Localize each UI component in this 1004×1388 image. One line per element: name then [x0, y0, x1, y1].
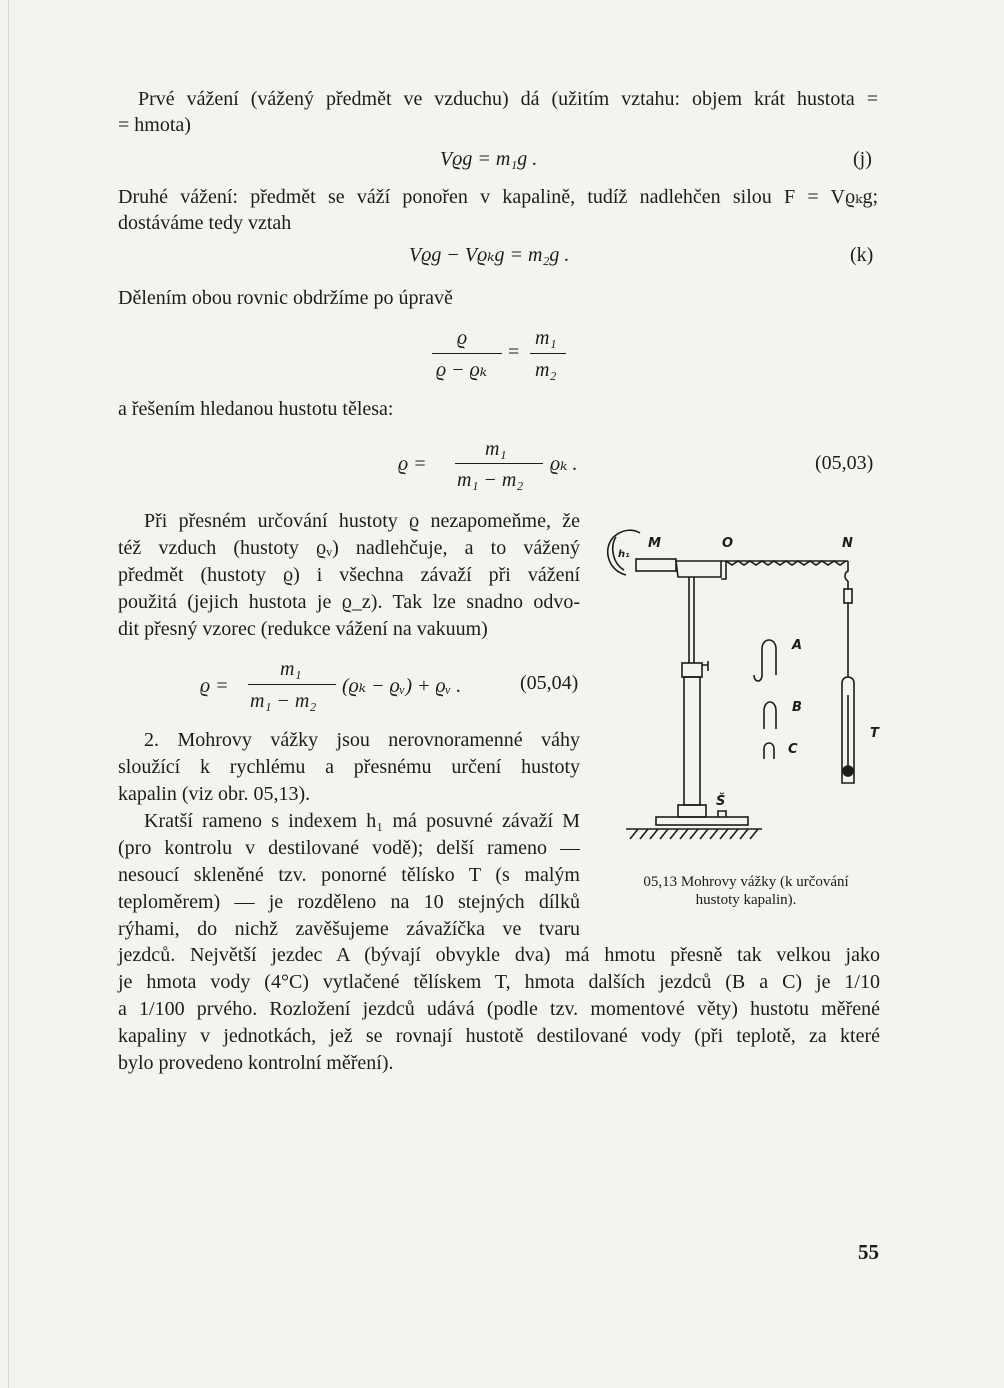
rider-a-foot	[754, 675, 762, 681]
figure-caption-line-1: 05,13 Mohrovy vážky (k určování	[643, 874, 849, 890]
paragraph-3: Dělením obou rovnic obdržíme po úpravě	[118, 287, 453, 309]
end-hook	[845, 561, 848, 581]
stand-foot-block	[678, 805, 706, 817]
ratio-lhs-numerator: ϱ	[457, 327, 468, 349]
clamp-screw	[702, 661, 708, 671]
paragraph-7-line-4: teploměrem) — je rozděleno na 10 stejných dílků	[118, 891, 580, 913]
paragraph-6-line-2: sloužící k rychlému a přesnému určení hustoty	[118, 756, 580, 778]
figure-label-s: Š	[716, 794, 726, 809]
stand-base	[656, 817, 748, 825]
ratio-rhs-numerator: m₁	[535, 327, 557, 349]
rider-c	[764, 743, 774, 759]
ratio-lhs-denominator: ϱ − ϱₖ	[436, 359, 488, 381]
eq0503-denominator: m₁ − m₂	[457, 469, 524, 491]
ratio-equals: =	[508, 341, 520, 363]
eq0504-tail: (ϱₖ − ϱᵥ) + ϱᵥ .	[342, 675, 462, 697]
paragraph-5-line-1: Při přesném určování hustoty ϱ nezapomeňme, že	[144, 510, 580, 532]
equation-k-label: (k)	[850, 244, 874, 266]
equation-j: Vϱg = m₁g .	[440, 148, 538, 170]
ratio-rhs-fraction-bar	[530, 353, 566, 354]
figure-label-m: M	[648, 536, 661, 551]
paragraph-2-line-1: Druhé vážení: předmět se váží ponořen v kapalině, tudíž nadlehčen silou F = Vϱₖg;	[118, 186, 878, 208]
wire-link	[844, 589, 852, 603]
paragraph-7-wide-line-4: kapaliny v jednotkách, jež se rovnají hustotě destilované vody (při teplotě, za které	[118, 1025, 880, 1047]
equation-k: Vϱg − Vϱₖg = m₂g .	[409, 244, 570, 266]
ground-hatching	[630, 829, 758, 839]
stand-clamp	[682, 663, 702, 677]
paragraph-7-wide-line-5: bylo provedeno kontrolní měření).	[118, 1052, 394, 1074]
paragraph-2-line-2: dostáváme tedy vztah	[118, 212, 292, 234]
rider-b	[764, 702, 776, 729]
eq0504-label: (05,04)	[520, 672, 579, 694]
eq0503-lhs: ϱ =	[398, 453, 427, 475]
paragraph-5-line-4: použitá (jejich hustota je ϱ_z). Tak lze snadno odvo-	[118, 591, 580, 613]
figure-label-a: A	[792, 638, 803, 653]
figure-label-b: B	[792, 700, 802, 715]
beam-body	[676, 561, 721, 577]
paragraph-7-line-5: rýhami, do nichž zavěšujeme závažíčka ve tvaru	[118, 918, 580, 940]
paragraph-5-line-3: předmět (hustoty ϱ) i všechna závaží při vážení	[118, 564, 580, 586]
paragraph-7-wide-line-1: jezdců. Největší jezdec A (bývají obvykle dva) má hmotu přesně tak velkou jako	[118, 944, 880, 966]
figure-caption-line-2: hustoty kapalin).	[695, 892, 797, 908]
counterweight-m	[636, 559, 676, 571]
figure-label-n: N	[842, 536, 853, 551]
figure-label-t: T	[870, 726, 879, 741]
eq0504-numerator: m₁	[280, 658, 302, 680]
paragraph-7-wide-line-2: je hmota vody (4°C) vytlačené tělískem T, hmota dalších jezdců (B a C) je 1/10	[118, 971, 880, 993]
eq0504-lhs: ϱ =	[200, 675, 229, 697]
eq0503-numerator: m₁	[485, 438, 507, 460]
paragraph-6-line-1: 2. Mohrovy vážky jsou nerovnoramenné váhy	[144, 729, 580, 751]
figure-label-o: O	[722, 536, 734, 551]
eq0503-fraction-bar	[455, 463, 543, 464]
paragraph-4: a řešením hledanou hustotu tělesa:	[118, 398, 394, 420]
stand-lower	[684, 677, 700, 805]
leveling-screw	[718, 811, 726, 817]
paragraph-7-wide-line-3: a 1/100 prvého. Rozložení jezdců udává (podle tzv. momentové věty) hustotu měřené	[118, 998, 880, 1020]
equation-j-label: (j)	[853, 148, 872, 170]
page-number: 55	[858, 1240, 879, 1264]
mohr-balance-figure	[596, 515, 896, 855]
eq0503-label: (05,03)	[815, 452, 874, 474]
plummet-bulb	[843, 766, 853, 776]
eq0504-fraction-bar	[248, 684, 336, 685]
paragraph-6-line-3: kapalin (viz obr. 05,13).	[118, 783, 311, 805]
paragraph-1-line-1: Prvé vážení (vážený předmět ve vzduchu) dá (užitím vztahu: objem krát hustota =	[138, 88, 878, 110]
page-edge	[8, 0, 9, 1388]
figure-label-c: C	[788, 742, 798, 757]
paragraph-5-line-5: dit přesný vzorec (redukce vážení na vakuum)	[118, 618, 488, 640]
eq0503-tail: ϱₖ .	[550, 453, 578, 475]
paragraph-7-line-2: (pro kontrolu v destilované vodě); delší rameno —	[118, 837, 580, 859]
paragraph-1-line-2: = hmota)	[118, 114, 191, 136]
paragraph-7-line-1: Kratší rameno s indexem h₁ má posuvné závaží M	[144, 810, 580, 832]
paragraph-5-line-2: též vzduch (hustoty ϱᵥ) nadlehčuje, a to vážený	[118, 537, 580, 559]
rider-a	[762, 640, 776, 675]
paragraph-7-line-3: nesoucí skleněné tzv. ponorné tělísko T (s malým	[118, 864, 580, 886]
ratio-lhs-fraction-bar	[432, 353, 502, 354]
ratio-rhs-denominator: m₂	[535, 359, 557, 381]
figure-label-h1: h₁	[618, 549, 630, 560]
eq0504-denominator: m₁ − m₂	[250, 690, 317, 712]
